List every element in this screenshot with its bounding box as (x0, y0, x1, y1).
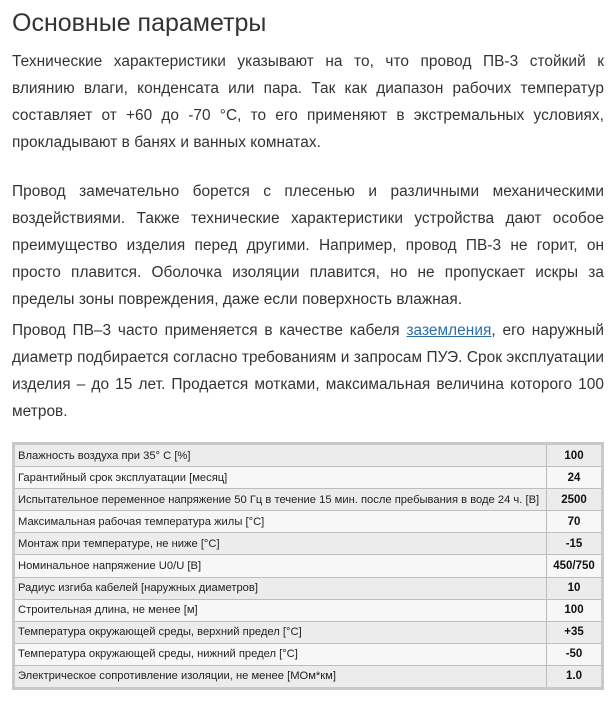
spec-value: 450/750 (547, 555, 602, 577)
specs-table-frame (12, 442, 604, 690)
spec-label: Электрическое сопротивление изоляции, не менее [МОм*км] (15, 665, 547, 687)
specs-table (15, 445, 601, 687)
table-row (15, 621, 601, 643)
table-row (15, 555, 601, 577)
table-row (15, 599, 601, 621)
spec-label: Максимальная рабочая температура жилы [°С] (15, 511, 547, 533)
spec-label: Температура окружающей среды, верхний предел [°С] (15, 621, 547, 643)
paragraph-3-text-before: Провод ПВ–3 часто применяется в качестве кабеля (12, 322, 407, 339)
spec-value: -15 (547, 533, 602, 555)
spec-label: Влажность воздуха при 35° С [%] (15, 445, 547, 467)
spec-label: Строительная длина, не менее [м] (15, 599, 547, 621)
table-row (15, 445, 601, 467)
table-row (15, 489, 601, 511)
spec-label: Радиус изгиба кабелей [наружных диаметров] (15, 577, 547, 599)
section-heading: Основные параметры (12, 9, 267, 37)
spec-value: 100 (547, 445, 602, 467)
spec-value: 10 (547, 577, 602, 599)
table-row (15, 511, 601, 533)
spec-value: 2500 (547, 489, 602, 511)
spec-value: 24 (547, 467, 602, 489)
spec-label: Гарантийный срок эксплуатации [месяц] (15, 467, 547, 489)
paragraph-3 (12, 317, 604, 425)
paragraph-2: Провод замечательно борется с плесенью и различными механическими воздействиями. Также технические характеристики устройства дают особое преимущество изделия перед другими. Например, провод ПВ-3 не горит, он просто плавится. Оболочка изоляции плавится, но не пропускает искры за пределы зоны повреждения, даже если поверхность влажная. (12, 183, 604, 308)
grounding-link[interactable]: заземления (406, 322, 492, 339)
spec-label: Испытательное переменное напряжение 50 Гц в течение 15 мин. после пребывания в воде 24 ч. [В] (15, 489, 547, 511)
spec-value: 70 (547, 511, 602, 533)
spec-label: Номинальное напряжение U0/U [В] (15, 555, 547, 577)
paragraph-1: Технические характеристики указывают на то, что провод ПВ-3 стойкий к влиянию влаги, конденсата или пара. Так как диапазон рабочих температур составляет от +60 до -70 °С, то его применяют в экстремальных условиях, прокладывают в банях и ванных комнатах. (12, 53, 604, 151)
paragraph-3-text-after: , его наружный диаметр подбирается согласно требованиям и запросам ПУЭ. Срок эксплуатации изделия – до 15 лет. Продается мотками, максимальная величина которого 100 метров. (12, 322, 604, 420)
table-row (15, 533, 601, 555)
table-row (15, 467, 601, 489)
table-row (15, 643, 601, 665)
table-row (15, 665, 601, 687)
spec-value: +35 (547, 621, 602, 643)
spec-label: Температура окружающей среды, нижний предел [°С] (15, 643, 547, 665)
spec-value: 100 (547, 599, 602, 621)
spec-value: 1.0 (547, 665, 602, 687)
spec-value: -50 (547, 643, 602, 665)
table-row (15, 577, 601, 599)
spec-label: Монтаж при температуре, не ниже [°С] (15, 533, 547, 555)
